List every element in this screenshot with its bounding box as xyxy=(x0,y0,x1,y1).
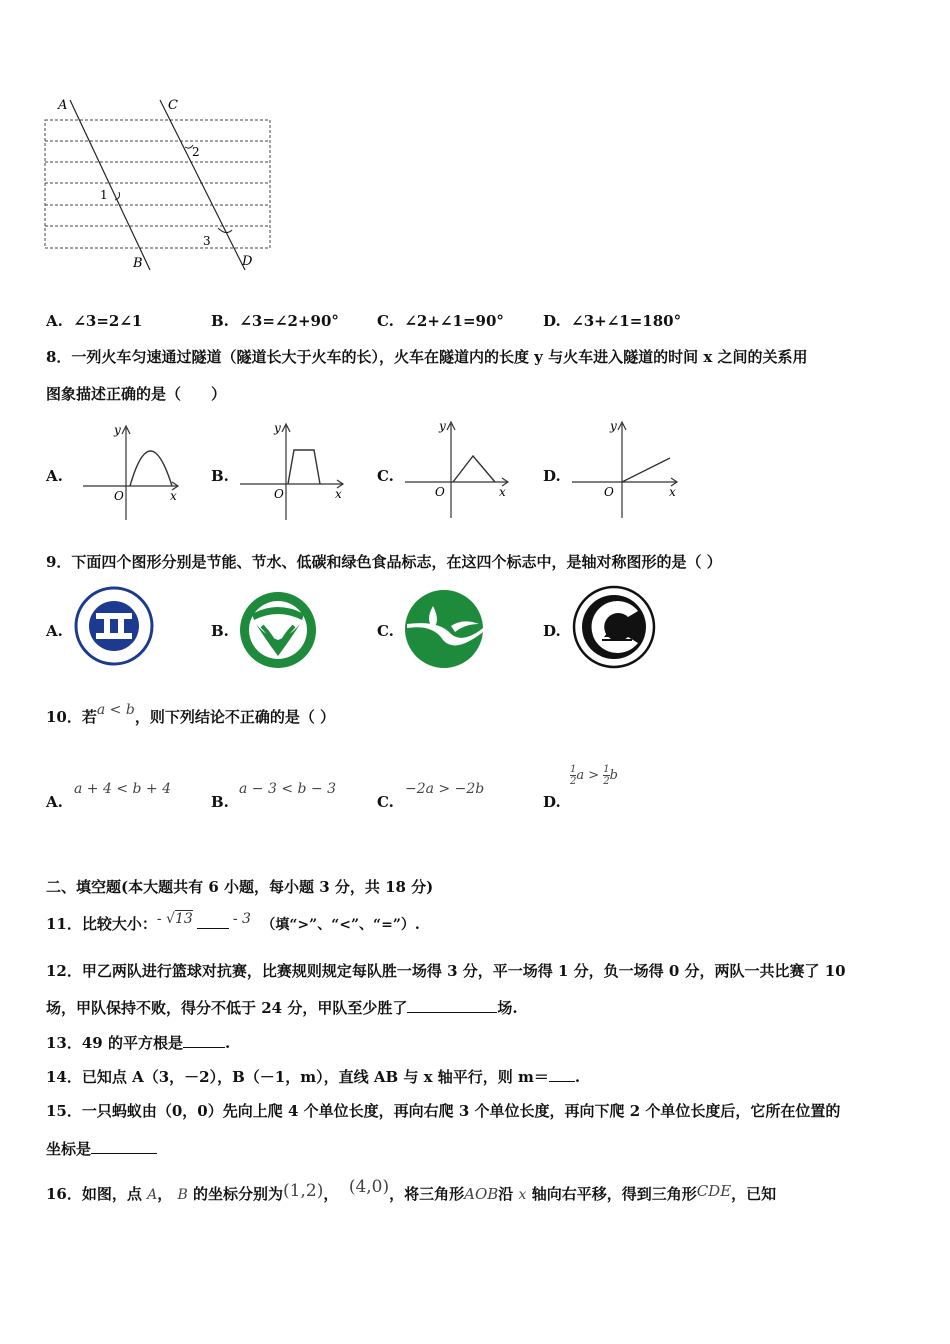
q8-graph-d[interactable] xyxy=(570,418,682,523)
svg-text:y: y xyxy=(114,423,121,437)
q12-answer-blank[interactable] xyxy=(407,998,497,1013)
q12-line2: 场，甲队保持不败，得分不低于 24 分，甲队至少胜了 场. xyxy=(46,999,518,1017)
q9-option-d-letter[interactable]: D. xyxy=(543,622,561,640)
q11-answer-blank[interactable] xyxy=(197,914,229,929)
q7-option-c[interactable]: C. ∠2+∠1=90° xyxy=(377,312,504,330)
svg-text:y: y xyxy=(610,419,617,433)
water-saving-logo-icon[interactable] xyxy=(403,588,485,670)
svg-text:y: y xyxy=(274,421,281,435)
q9-option-c-letter[interactable]: C. xyxy=(377,622,394,640)
q7-option-b[interactable]: B. ∠3=∠2+90° xyxy=(211,312,339,330)
section-2-heading: 二、填空题(本大题共有 6 小题，每小题 3 分，共 18 分) xyxy=(46,878,434,896)
svg-text:x: x xyxy=(335,487,342,501)
q13-answer-blank[interactable] xyxy=(183,1033,225,1048)
label-b: B xyxy=(133,256,143,271)
label-2: 2 xyxy=(192,145,200,159)
q8-graph-a[interactable] xyxy=(78,420,183,525)
q10-option-d-expr[interactable]: $\frac{1}{2}a > \frac{1}{2}b$ xyxy=(570,764,618,787)
q9-option-a-letter[interactable]: A. xyxy=(46,622,63,640)
svg-text:O: O xyxy=(274,487,284,501)
q15-line1: 15．一只蚂蚁由（0，0）先向上爬 4 个单位长度，再向右爬 3 个单位长度，再向下爬 2 个单位长度后，它所在位置的 xyxy=(46,1102,841,1120)
q8-option-a-letter[interactable]: A. xyxy=(46,467,63,485)
q10-option-c-expr[interactable]: −2a > −2b xyxy=(405,781,485,797)
q8-graph-c[interactable] xyxy=(403,418,513,523)
label-3: 3 xyxy=(203,234,211,248)
svg-text:O: O xyxy=(435,485,445,499)
q14-answer-blank[interactable] xyxy=(549,1067,575,1082)
q16: 16．如图，点 A， B 的坐标分别为(1,2)， (4,0)，将三角形AOB沿 x 轴向右平移，得到三角形CDE，已知 xyxy=(46,1177,777,1203)
q10-condition: a < b xyxy=(96,702,135,718)
q9-option-b-letter[interactable]: B. xyxy=(211,622,229,640)
q10-option-b-expr[interactable]: a − 3 < b − 3 xyxy=(239,781,337,797)
svg-text:x: x xyxy=(170,489,177,503)
q13: 13．49 的平方根是 . xyxy=(46,1034,231,1052)
q9-stem: 9．下面四个图形分别是节能、节水、低碳和绿色食品标志，在这四个标志中，是轴对称图形的是（ ） xyxy=(46,553,722,571)
energy-saving-logo-icon[interactable] xyxy=(74,586,154,666)
label-a: A xyxy=(58,98,68,113)
q7-option-d[interactable]: D. ∠3+∠1=180° xyxy=(543,312,682,330)
svg-text:x: x xyxy=(499,485,506,499)
q10-option-b-letter[interactable]: B. xyxy=(211,793,229,811)
q10-option-d-letter[interactable]: D. xyxy=(543,793,561,811)
green-food-logo-icon[interactable] xyxy=(238,590,318,670)
q15-answer-blank[interactable] xyxy=(91,1139,157,1154)
svg-text:y: y xyxy=(439,419,446,433)
q8-option-d-letter[interactable]: D. xyxy=(543,467,561,485)
q8-stem-line1: 8．一列火车匀速通过隧道（隧道长大于火车的长），火车在隧道内的长度 y 与火车进入隧道的时间 x 之间的关系用 xyxy=(46,348,808,366)
q14: 14．已知点 A（3，－2），B（－1，m），直线 AB 与 x 轴平行，则 m＝ . xyxy=(46,1068,581,1086)
parallel-lines-figure xyxy=(40,95,285,275)
q8-stem-line2: 图象描述正确的是（ ） xyxy=(46,385,227,403)
q10-stem: 10．若a < b，则下列结论不正确的是（ ） xyxy=(46,702,336,726)
low-carbon-logo-icon[interactable] xyxy=(572,585,656,669)
q10-option-a-expr[interactable]: a + 4 < b + 4 xyxy=(74,781,172,797)
q10-option-c-letter[interactable]: C. xyxy=(377,793,394,811)
svg-text:O: O xyxy=(604,485,614,499)
q11: 11．比较大小：- √13 - 3 （填“>”、“<”、“=”）. xyxy=(46,911,420,933)
q8-option-b-letter[interactable]: B. xyxy=(211,467,229,485)
q8-option-c-letter[interactable]: C. xyxy=(377,467,394,485)
q15-line2: 坐标是 xyxy=(46,1138,157,1159)
q10-option-a-letter[interactable]: A. xyxy=(46,793,63,811)
label-c: C xyxy=(168,98,178,113)
q7-option-a[interactable]: A. ∠3=2∠1 xyxy=(46,312,143,330)
q8-graph-b[interactable] xyxy=(238,420,348,525)
q12-line1: 12．甲乙两队进行篮球对抗赛，比赛规则规定每队胜一场得 3 分，平一场得 1 分，负一场得 0 分，两队一共比赛了 10 xyxy=(46,962,846,980)
svg-text:x: x xyxy=(669,485,676,499)
label-1: 1 xyxy=(100,188,108,202)
svg-text:O: O xyxy=(114,489,124,503)
label-d: D xyxy=(242,254,253,269)
